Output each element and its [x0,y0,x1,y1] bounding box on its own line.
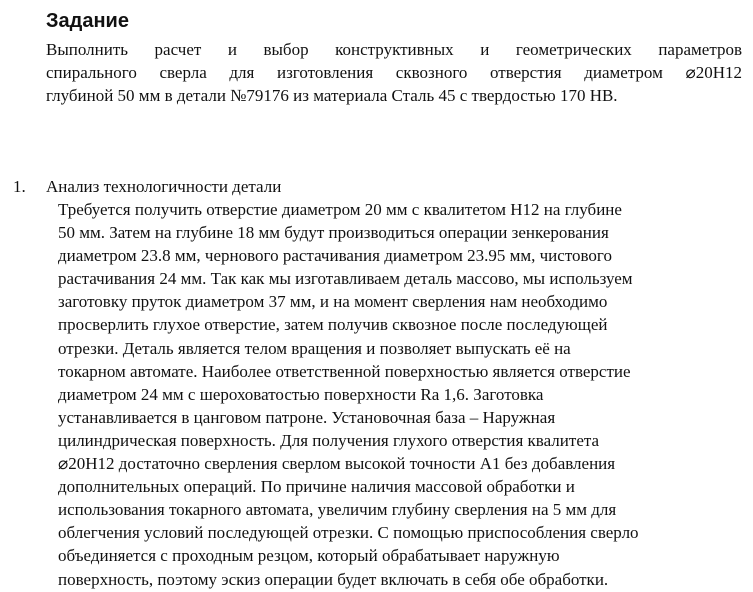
body-line: отрезки. Деталь является телом вращения и позволяет выпускать её на [58,338,571,358]
body-line: поверхность, поэтому эскиз операции будет включать в себя обе обработки. [58,569,609,589]
body-line: облегчения условий последующей отрезки. С помощью приспособления сверло [58,523,639,543]
assignment-line: Выполнить расчет и выбор конструктивных и геометрических параметров [46,40,742,59]
section-body [58,198,748,591]
assignment-line: глубиной 50 мм в детали №79176 из материала Сталь 45 с твердостью 170 HB. [46,86,618,105]
body-line: просверлить глухое отверстие, затем получив сквозное после последующей [58,315,608,335]
body-line: устанавливается в цанговом патроне. Установочная база – Наружная [58,407,556,427]
assignment-line: спирального сверла для изготовления сквозного отверстия диаметром ⌀20H12 [46,63,742,82]
body-line: растачивания 24 мм. Так как мы изготавливаем деталь массово, мы используем [58,269,633,289]
section-number: 1. [13,177,26,196]
body-line: токарном автомате. Наиболее ответственной поверхностью является отверстие [58,361,631,381]
assignment-heading: Задание [46,10,129,32]
section-title: Анализ технологичности детали [46,177,282,196]
body-line: дополнительных операций. По причине наличия массовой обработки и [58,477,575,497]
body-line: ⌀20H12 достаточно сверления сверлом высокой точности А1 без добавления [58,454,616,474]
section-heading [13,175,281,198]
body-line: объединяется с проходным резцом, который обрабатывает наружную [58,546,560,566]
body-line: диаметром 24 мм с шероховатостью поверхности Ra 1,6. Заготовка [58,384,544,404]
body-line: цилиндрическая поверхность. Для получения глухого отверстия квалитета [58,430,600,450]
assignment-text [46,38,742,107]
body-line: использования токарного автомата, увеличим глубину сверления на 5 мм для [58,500,617,520]
body-line: Требуется получить отверстие диаметром 20 мм с квалитетом H12 на глубине [58,200,622,219]
body-line: 50 мм. Затем на глубине 18 мм будут производиться операции зенкерования [58,223,609,243]
body-line: диаметром 23.8 мм, чернового растачивания диаметром 23.95 мм, чистового [58,246,612,266]
body-line: заготовку пруток диаметром 37 мм, и на момент сверления нам необходимо [58,292,608,312]
